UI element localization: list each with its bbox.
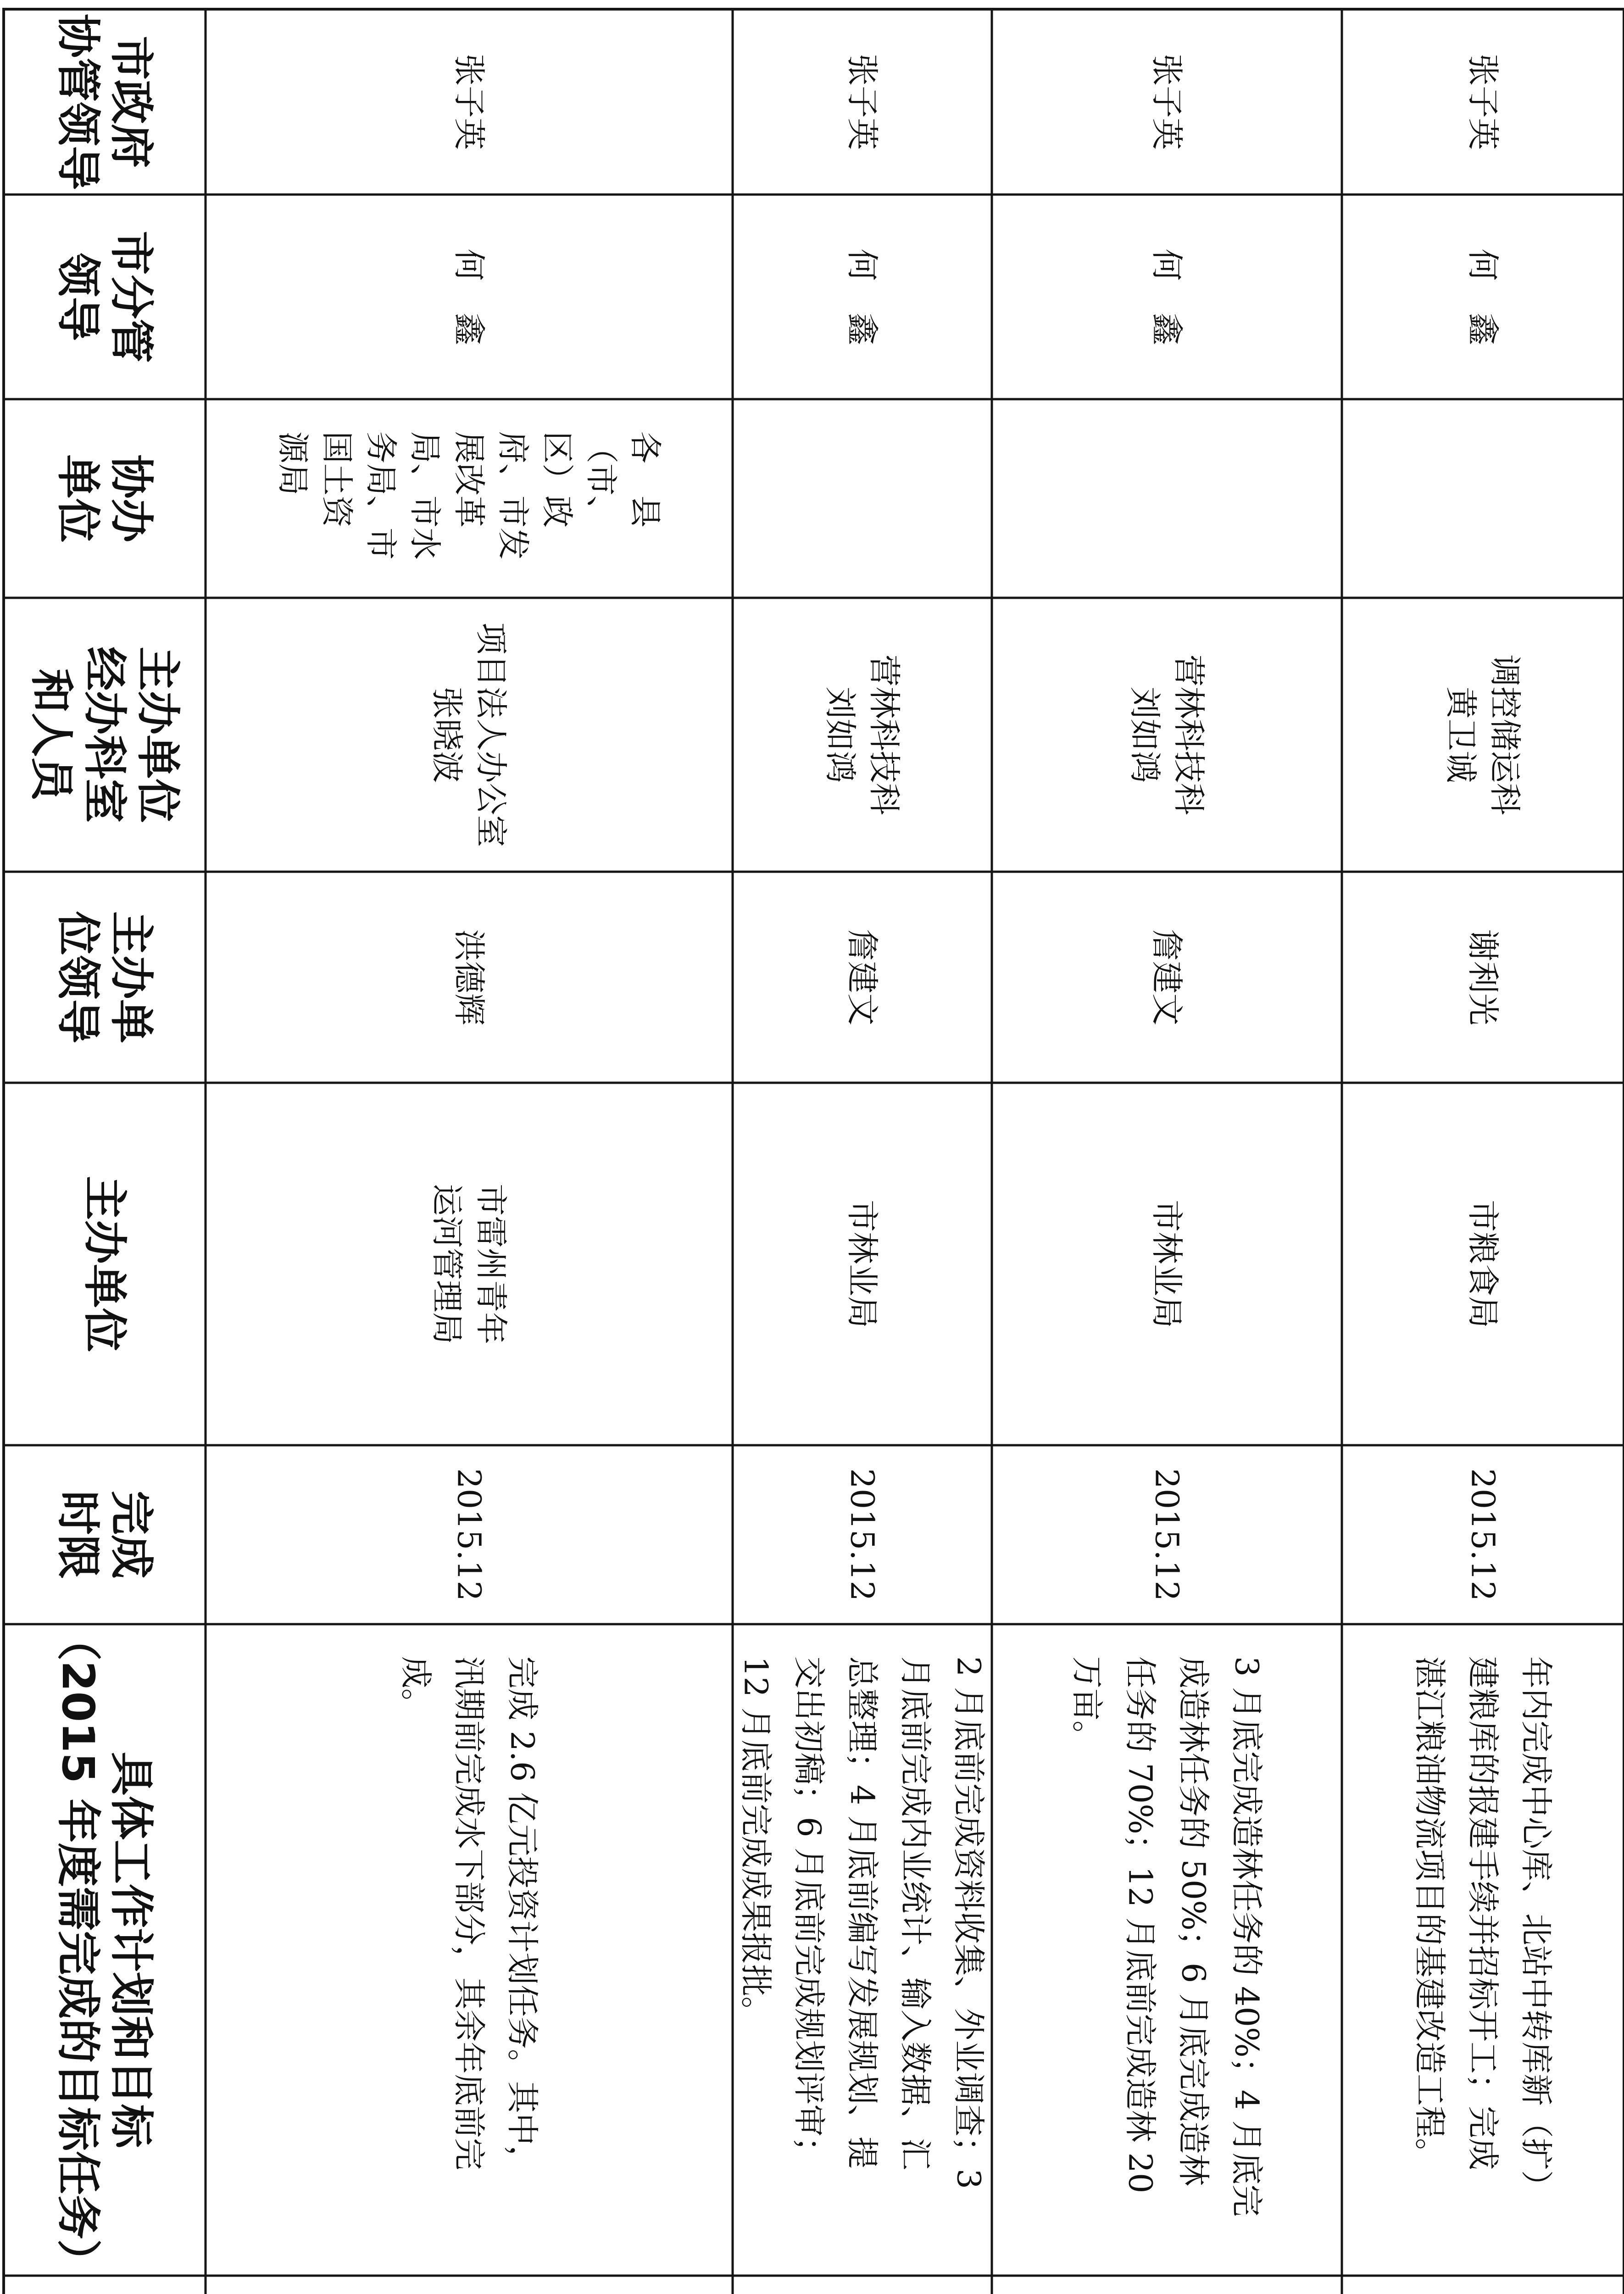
cell-deadline	[1464, 1468, 1502, 1601]
cell-text-line: 源局	[274, 431, 312, 496]
table-row	[1411, 54, 1555, 2294]
cell-city-leader	[1464, 249, 1502, 345]
cell-target	[1411, 1656, 1555, 2202]
cell-org-text	[428, 1184, 510, 1344]
cell-text-line: 调控储运科	[1486, 654, 1524, 815]
cell-deadline-text	[844, 1468, 881, 1601]
cell-target	[1068, 1656, 1266, 2216]
header-target-line: 具体工作计划和目标	[106, 1752, 157, 2148]
header-org-leader	[52, 911, 157, 1043]
cell-text-line: 2015.12	[1464, 1468, 1502, 1601]
header-staff-line: 和人员	[26, 668, 77, 801]
header-target-line: （2015 年度需完成的目标任务）	[52, 1616, 104, 2283]
cell-deadline	[1148, 1468, 1186, 1601]
cell-text-line: 詹建文	[843, 929, 881, 1025]
cell-text-line: 詹建文	[1148, 929, 1186, 1025]
cell-city-leader	[844, 249, 881, 345]
cell-text-line: 市雷州青年	[472, 1184, 510, 1344]
cell-staff	[1442, 655, 1524, 815]
header-assist	[52, 455, 157, 544]
cell-target	[737, 1656, 988, 2189]
cell-target-text	[1411, 1656, 1555, 2202]
header-city-leader	[52, 231, 157, 363]
cell-text-line: 区）政	[538, 431, 576, 528]
cell-city-leader-text	[1148, 249, 1186, 345]
header-city-leader-line: 领导	[52, 253, 104, 341]
cell-text-line: 府、市发	[494, 431, 532, 560]
cell-text-line: 2015.12	[1148, 1468, 1186, 1601]
cell-text-line: 洪德辉	[450, 929, 488, 1025]
cell-org-leader-text	[450, 929, 488, 1025]
cell-text-line: 张子英	[450, 54, 488, 150]
table-row	[1068, 54, 1266, 2294]
cell-text-line: （市、	[582, 431, 620, 528]
cell-org	[428, 1184, 510, 1344]
cell-staff-text	[1442, 655, 1524, 815]
header-assist-line: 协办	[106, 454, 157, 543]
cell-text-line: 市粮食局	[1464, 1200, 1502, 1328]
cell-target-text	[1068, 1656, 1266, 2216]
cell-staff	[428, 623, 510, 847]
cell-org-text	[1148, 1200, 1186, 1328]
cell-org-leader-text	[1148, 929, 1186, 1025]
cell-org	[1464, 1200, 1502, 1328]
table-row	[274, 54, 664, 2294]
cell-text-line: 建粮库的报建手续并招标开工；完成	[1464, 1656, 1502, 2170]
cell-text-line: 何 鑫	[450, 249, 488, 345]
cell-org-leader-text	[1464, 929, 1502, 1025]
table-body	[274, 54, 1555, 2294]
cell-text-line: 万亩。	[1068, 1656, 1106, 1753]
cell-text-line: 2 月底前完成资料收集、外业调查；3	[950, 1656, 988, 2189]
cell-text-line: 张子英	[843, 54, 881, 150]
header-staff	[26, 647, 184, 823]
cell-text-line: 张晓波	[428, 686, 466, 783]
cell-text-line: 黄卫诚	[1442, 686, 1480, 783]
cell-text-line: 完成 2.6 亿元投资计划任务。其中，	[503, 1656, 541, 2177]
cell-deadline-text	[1464, 1468, 1502, 1601]
cell-text-line: 市林业局	[1148, 1200, 1186, 1328]
header-org-line: 主办单位	[79, 1176, 130, 1352]
cell-city-leader-text	[450, 249, 488, 345]
cell-text-line: 2015.12	[450, 1468, 488, 1601]
cell-text-line: 国土资	[318, 431, 356, 528]
cell-text-line: 展改革	[450, 431, 488, 528]
cell-text-line: 湛江粮油物流项目的基建改造工程。	[1411, 1656, 1449, 2170]
cell-staff	[1126, 655, 1208, 815]
cell-text-line: 成。	[397, 1656, 435, 1720]
cell-text-line: 局、市水	[406, 431, 444, 560]
cell-org-leader	[1464, 929, 1502, 1025]
cell-org	[844, 1200, 881, 1328]
header-org-leader-line: 主办单	[106, 911, 157, 1043]
cell-gov-leader	[450, 54, 488, 150]
cell-text-line: 年内完成中心库、北站中转库新（扩）	[1517, 1656, 1555, 2202]
cell-deadline	[844, 1468, 881, 1601]
table-row	[737, 54, 988, 2294]
table-header	[26, 14, 184, 2294]
cell-org-text	[1464, 1200, 1502, 1328]
cell-text-line: 何 鑫	[843, 249, 881, 345]
cell-text-line: 汛期前完成水下部分，其余年底前完	[450, 1656, 488, 2170]
cell-org-leader	[1148, 929, 1186, 1025]
cell-text-line: 刘如鸿	[821, 686, 859, 783]
cell-gov-leader	[1148, 54, 1186, 150]
cell-text-line: 2015.12	[843, 1468, 881, 1601]
cell-staff-text	[428, 623, 510, 847]
cell-target	[397, 1656, 541, 2177]
cell-text-line: 任务的 70%；12 月底前完成造林 20	[1121, 1656, 1159, 2194]
cell-org-text	[844, 1200, 881, 1328]
cell-gov-leader-text	[1464, 54, 1502, 150]
cell-deadline	[450, 1468, 488, 1601]
cell-text-line: 成造林任务的 50%；6 月底完成造林	[1174, 1656, 1212, 2186]
cell-text-line: 张子英	[1148, 54, 1186, 150]
cell-org-leader-text	[844, 929, 881, 1025]
cell-text-line: 营林科技科	[865, 654, 903, 815]
cell-gov-leader-text	[1148, 54, 1186, 150]
cell-staff-text	[1126, 655, 1208, 815]
header-org	[79, 1176, 130, 1352]
cell-text-line: 张子英	[1464, 54, 1502, 150]
header-deadline-line: 完成	[106, 1491, 157, 1579]
cell-text-line: 务局、市	[362, 431, 400, 560]
header-gov-leader	[52, 14, 157, 190]
cell-text-line: 3 月底完成造林任务的 40%；4 月底完	[1228, 1656, 1266, 2217]
header-city-leader-line: 市分管	[106, 231, 157, 363]
cell-staff-text	[822, 655, 903, 815]
cell-city-leader-text	[1464, 249, 1502, 345]
cell-gov-leader	[844, 54, 881, 150]
cell-text-line: 刘如鸿	[1126, 686, 1164, 783]
cell-text-line: 12 月底前完成成果报批。	[737, 1656, 775, 2029]
cell-text-line: 运河管理局	[428, 1184, 466, 1344]
cell-text-line: 营林科技科	[1170, 654, 1208, 815]
cell-text-line: 项目法人办公室	[472, 622, 510, 847]
cell-deadline-text	[450, 1468, 488, 1601]
cell-staff	[822, 655, 903, 815]
header-org-leader-line: 位领导	[52, 911, 104, 1043]
cell-city-leader	[1148, 249, 1186, 345]
header-staff-line: 主办单位	[132, 646, 184, 823]
cell-text-line: 市林业局	[843, 1200, 881, 1328]
cell-assist-text	[274, 431, 664, 560]
header-deadline-line: 时限	[52, 1491, 104, 1579]
cell-gov-leader	[1464, 54, 1502, 150]
cell-city-leader-text	[844, 249, 881, 345]
cell-text-line: 各 县	[626, 431, 664, 528]
header-target	[52, 1617, 157, 2283]
cell-target-text	[737, 1656, 988, 2189]
cell-target-text	[397, 1656, 541, 2177]
cell-gov-leader-text	[450, 54, 488, 150]
header-gov-leader-line: 市政府	[106, 36, 157, 168]
header-gov-leader-line: 协管领导	[52, 14, 104, 190]
cell-text-line: 总整理；4 月底前编写发展规划、提	[843, 1656, 881, 2169]
cell-gov-leader-text	[844, 54, 881, 150]
cell-text-line: 交出初稿；6 月底前完成规划评审；	[790, 1656, 828, 2169]
cell-org-leader	[450, 929, 488, 1025]
cell-org	[1148, 1200, 1186, 1328]
header-deadline	[52, 1491, 157, 1579]
header-assist-line: 单位	[52, 454, 104, 543]
cell-text-line: 何 鑫	[1148, 249, 1186, 345]
cell-city-leader	[450, 249, 488, 345]
cell-text-line: 谢利光	[1464, 929, 1502, 1025]
cell-text-line: 何 鑫	[1464, 249, 1502, 345]
cell-assist	[274, 431, 664, 560]
cell-deadline-text	[1148, 1468, 1186, 1601]
cell-org-leader	[844, 929, 881, 1025]
header-staff-line: 经办科室	[79, 646, 130, 823]
cell-text-line: 月底前完成内业统计、输入数据、汇	[896, 1656, 934, 2170]
